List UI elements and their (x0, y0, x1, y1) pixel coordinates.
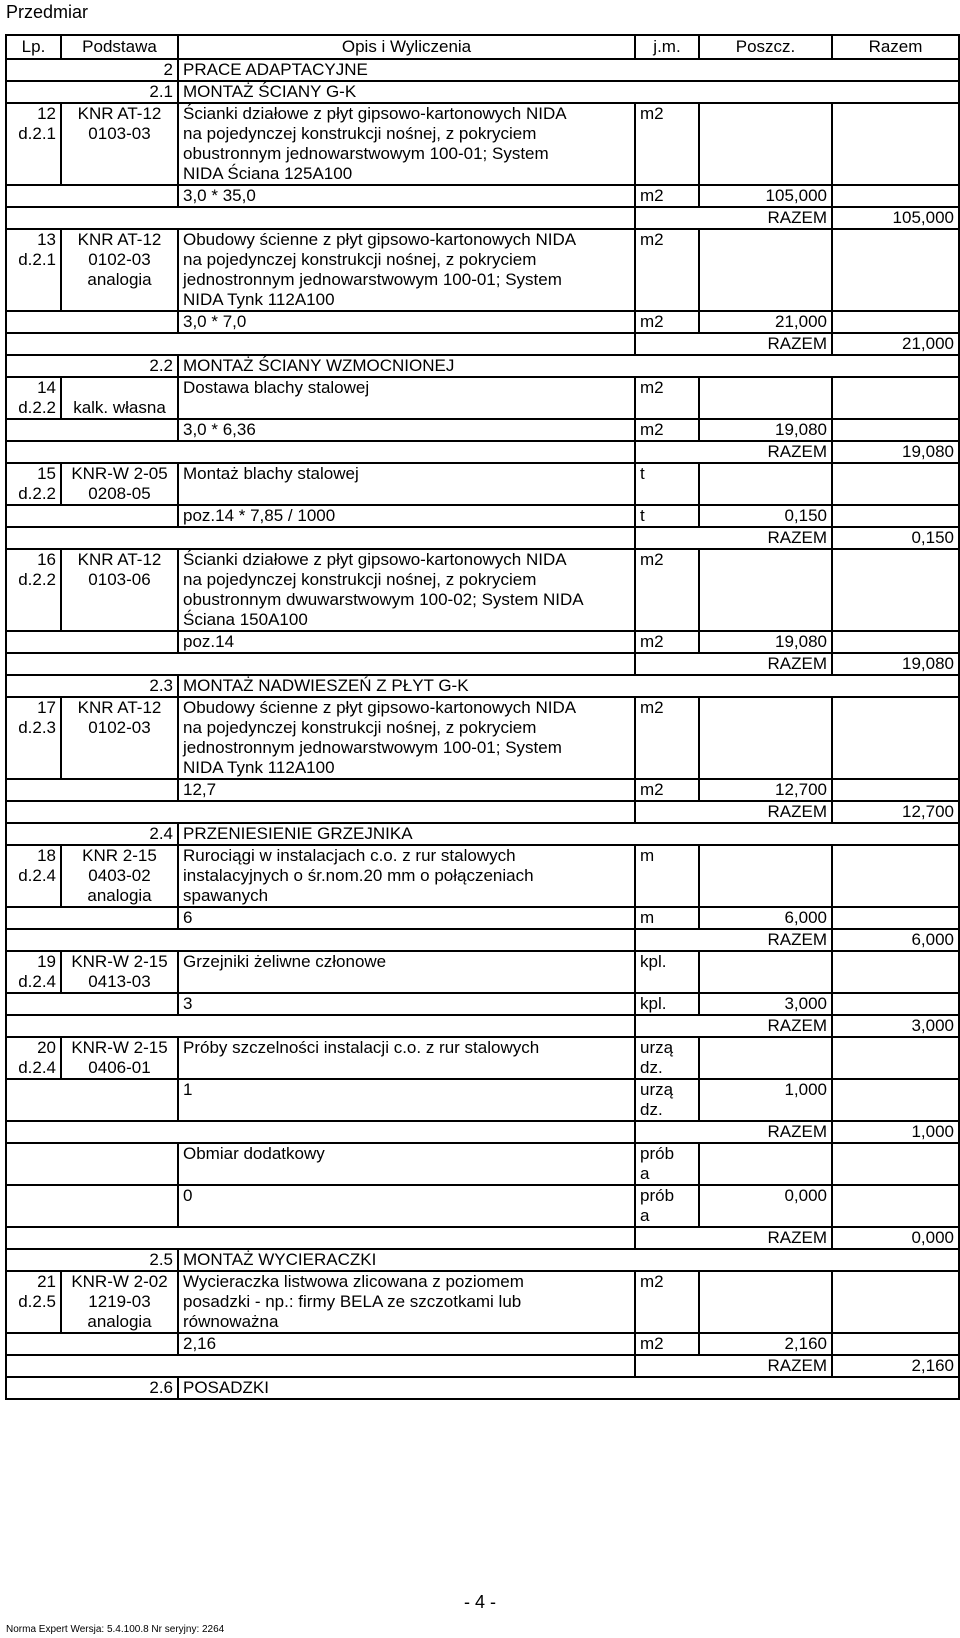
item-poszcz (699, 845, 832, 907)
item-poszcz (699, 951, 832, 993)
item-description: Ścianki działowe z płyt gipsowo-kartonowych NIDA na pojedynczej konstrukcji nośnej, z pokryciem obustronnym jednowarstwowym 100-01; System NIDA Ściana 125A100 (178, 103, 635, 185)
item-lp: 21 d.2.5 (6, 1271, 61, 1333)
razem-row (6, 1121, 959, 1143)
calc-expression: 3,0 * 35,0 (178, 185, 635, 207)
section-row (6, 1249, 959, 1271)
razem-value: 19,080 (832, 441, 959, 463)
razem-spacer (6, 441, 635, 463)
calc-razem (832, 907, 959, 929)
item-razem (832, 845, 959, 907)
razem-row (6, 801, 959, 823)
calc-spacer (6, 779, 178, 801)
razem-spacer (6, 801, 635, 823)
razem-row (6, 653, 959, 675)
item-razem (832, 951, 959, 993)
section-row (6, 1377, 959, 1399)
razem-spacer (6, 1355, 635, 1377)
item-podstawa: KNR-W 2-15 0406-01 (61, 1037, 178, 1079)
calc-spacer (6, 419, 178, 441)
razem-label: RAZEM (635, 207, 832, 229)
item-unit: m2 (635, 103, 699, 185)
item-description: Ścianki działowe z płyt gipsowo-kartonowych NIDA na pojedynczej konstrukcji nośnej, z pokryciem obustronnym dwuwarstwowym 100-02; System NIDA Ściana 150A100 (178, 549, 635, 631)
przedmiar-table (5, 34, 960, 1400)
calc-expression: 3 (178, 993, 635, 1015)
razem-label: RAZEM (635, 1121, 832, 1143)
calc-poszcz: 0,000 (699, 1185, 832, 1227)
item-lp: 12 d.2.1 (6, 103, 61, 185)
section-title: MONTAŻ WYCIERACZKI (178, 1249, 959, 1271)
calc-poszcz: 12,700 (699, 779, 832, 801)
item-row (6, 377, 959, 419)
razem-value: 12,700 (832, 801, 959, 823)
calc-poszcz: 19,080 (699, 631, 832, 653)
razem-value: 19,080 (832, 653, 959, 675)
calc-spacer (6, 1079, 178, 1121)
page-number: - 4 - (463, 1592, 496, 1612)
razem-label: RAZEM (635, 1015, 832, 1037)
item-razem (832, 1037, 959, 1079)
calc-spacer (6, 631, 178, 653)
calc-poszcz: 1,000 (699, 1079, 832, 1121)
calc-razem (832, 419, 959, 441)
section-row (6, 355, 959, 377)
razem-label: RAZEM (635, 441, 832, 463)
item-unit: m2 (635, 549, 699, 631)
calc-row (6, 185, 959, 207)
item-razem (832, 229, 959, 311)
item-podstawa: KNR AT-12 0102-03 analogia (61, 229, 178, 311)
item-row (6, 697, 959, 779)
item-lp: 18 d.2.4 (6, 845, 61, 907)
item-poszcz (699, 229, 832, 311)
item-unit: m2 (635, 229, 699, 311)
calc-expression: 12,7 (178, 779, 635, 801)
calc-expression: poz.14 (178, 631, 635, 653)
item-podstawa: KNR 2-15 0403-02 analogia (61, 845, 178, 907)
calc-unit: prób a (635, 1143, 699, 1185)
calc-unit: t (635, 505, 699, 527)
item-poszcz (699, 377, 832, 419)
item-description: Rurociągi w instalacjach c.o. z rur stalowych instalacyjnych o śr.nom.20 mm o połączeniach spawanych (178, 845, 635, 907)
calc-row (6, 993, 959, 1015)
calc-row (6, 907, 959, 929)
item-description: Obudowy ścienne z płyt gipsowo-kartonowych NIDA na pojedynczej konstrukcji nośnej, z pokryciem jednostronnym jednowarstwowym 100-01; System NIDA Tynk 112A100 (178, 697, 635, 779)
header-lp: Lp. (6, 35, 61, 59)
item-podstawa: kalk. własna (61, 377, 178, 419)
razem-row (6, 333, 959, 355)
calc-razem (832, 779, 959, 801)
razem-spacer (6, 653, 635, 675)
item-lp: 15 d.2.2 (6, 463, 61, 505)
section-lp: 2.4 (6, 823, 178, 845)
razem-row (6, 929, 959, 951)
calc-unit: m2 (635, 1333, 699, 1355)
calc-expression: 0 (178, 1185, 635, 1227)
item-lp: 14 d.2.2 (6, 377, 61, 419)
calc-expression: 3,0 * 7,0 (178, 311, 635, 333)
calc-row (6, 1185, 959, 1227)
item-description: Wycieraczka listwowa zlicowana z poziomem posadzki - np.: firmy BELA ze szczotkami lub równoważna (178, 1271, 635, 1333)
item-podstawa: KNR-W 2-02 1219-03 analogia (61, 1271, 178, 1333)
razem-value: 21,000 (832, 333, 959, 355)
razem-label: RAZEM (635, 333, 832, 355)
item-poszcz (699, 103, 832, 185)
item-unit: t (635, 463, 699, 505)
calc-razem (832, 1185, 959, 1227)
section-row (6, 81, 959, 103)
section-lp: 2.6 (6, 1377, 178, 1399)
item-row (6, 951, 959, 993)
item-razem (832, 697, 959, 779)
item-row (6, 549, 959, 631)
table-body (6, 35, 959, 1399)
razem-label: RAZEM (635, 929, 832, 951)
item-unit: m2 (635, 1271, 699, 1333)
razem-spacer (6, 1227, 635, 1249)
calc-poszcz: 6,000 (699, 907, 832, 929)
section-row (6, 823, 959, 845)
razem-value: 105,000 (832, 207, 959, 229)
razem-row (6, 1015, 959, 1037)
calc-unit: prób a (635, 1185, 699, 1227)
section-lp: 2.1 (6, 81, 178, 103)
table-header-row (6, 35, 959, 59)
calc-razem (832, 1333, 959, 1355)
razem-spacer (6, 333, 635, 355)
razem-label: RAZEM (635, 801, 832, 823)
item-podstawa: KNR AT-12 0103-03 (61, 103, 178, 185)
calc-expression: poz.14 * 7,85 / 1000 (178, 505, 635, 527)
item-lp: 20 d.2.4 (6, 1037, 61, 1079)
calc-razem (832, 1143, 959, 1185)
section-row (6, 675, 959, 697)
header-podstawa: Podstawa (61, 35, 178, 59)
razem-spacer (6, 1015, 635, 1037)
calc-spacer (6, 1333, 178, 1355)
razem-row (6, 1355, 959, 1377)
calc-row (6, 311, 959, 333)
calc-razem (832, 993, 959, 1015)
calc-expression: 1 (178, 1079, 635, 1121)
calc-row (6, 1079, 959, 1121)
calc-poszcz: 105,000 (699, 185, 832, 207)
calc-razem (832, 631, 959, 653)
razem-value: 6,000 (832, 929, 959, 951)
item-podstawa: KNR AT-12 0103-06 (61, 549, 178, 631)
calc-spacer (6, 185, 178, 207)
item-row (6, 229, 959, 311)
calc-expression: Obmiar dodatkowy (178, 1143, 635, 1185)
item-row (6, 103, 959, 185)
calc-unit: urzą dz. (635, 1079, 699, 1121)
calc-unit: m2 (635, 779, 699, 801)
calc-unit: m (635, 907, 699, 929)
calc-razem (832, 505, 959, 527)
calc-expression: 6 (178, 907, 635, 929)
section-row (6, 59, 959, 81)
item-podstawa: KNR-W 2-05 0208-05 (61, 463, 178, 505)
section-title: MONTAŻ NADWIESZEŃ Z PŁYT G-K (178, 675, 959, 697)
item-razem (832, 103, 959, 185)
razem-label: RAZEM (635, 653, 832, 675)
item-podstawa: KNR AT-12 0102-03 (61, 697, 178, 779)
item-lp: 16 d.2.2 (6, 549, 61, 631)
calc-razem (832, 311, 959, 333)
document-title: Przedmiar (6, 2, 89, 22)
calc-row (6, 631, 959, 653)
calc-spacer (6, 907, 178, 929)
item-poszcz (699, 463, 832, 505)
calc-unit: m2 (635, 185, 699, 207)
item-description: Próby szczelności instalacji c.o. z rur stalowych (178, 1037, 635, 1079)
razem-row (6, 1227, 959, 1249)
item-unit: kpl. (635, 951, 699, 993)
calc-expression: 3,0 * 6,36 (178, 419, 635, 441)
razem-spacer (6, 207, 635, 229)
calc-spacer (6, 1143, 178, 1185)
calc-row (6, 505, 959, 527)
calc-unit: m2 (635, 631, 699, 653)
section-lp: 2.3 (6, 675, 178, 697)
item-row (6, 1037, 959, 1079)
razem-value: 3,000 (832, 1015, 959, 1037)
item-description: Dostawa blachy stalowej (178, 377, 635, 419)
calc-poszcz: 21,000 (699, 311, 832, 333)
calc-unit: kpl. (635, 993, 699, 1015)
item-lp: 13 d.2.1 (6, 229, 61, 311)
calc-poszcz: 19,080 (699, 419, 832, 441)
calc-razem (832, 185, 959, 207)
razem-row (6, 207, 959, 229)
software-info: Norma Expert Wersja: 5.4.100.8 Nr seryjny: 2264 (6, 1624, 225, 1635)
item-razem (832, 549, 959, 631)
razem-value: 2,160 (832, 1355, 959, 1377)
calc-row (6, 779, 959, 801)
razem-label: RAZEM (635, 1227, 832, 1249)
item-unit: m2 (635, 697, 699, 779)
item-poszcz (699, 549, 832, 631)
item-razem (832, 1271, 959, 1333)
calc-poszcz (699, 1143, 832, 1185)
calc-poszcz: 0,150 (699, 505, 832, 527)
section-lp: 2 (6, 59, 178, 81)
section-title: POSADZKI (178, 1377, 959, 1399)
section-title: PRZENIESIENIE GRZEJNIKA (178, 823, 959, 845)
item-row (6, 1271, 959, 1333)
calc-poszcz: 2,160 (699, 1333, 832, 1355)
razem-spacer (6, 929, 635, 951)
calc-poszcz: 3,000 (699, 993, 832, 1015)
item-unit: m2 (635, 377, 699, 419)
item-description: Grzejniki żeliwne członowe (178, 951, 635, 993)
item-unit: m (635, 845, 699, 907)
razem-value: 0,150 (832, 527, 959, 549)
razem-label: RAZEM (635, 1355, 832, 1377)
calc-spacer (6, 311, 178, 333)
section-lp: 2.2 (6, 355, 178, 377)
calc-spacer (6, 1185, 178, 1227)
razem-value: 0,000 (832, 1227, 959, 1249)
calc-spacer (6, 993, 178, 1015)
item-lp: 19 d.2.4 (6, 951, 61, 993)
calc-spacer (6, 505, 178, 527)
calc-row (6, 419, 959, 441)
section-title: PRACE ADAPTACYJNE (178, 59, 959, 81)
section-title: MONTAŻ ŚCIANY G-K (178, 81, 959, 103)
item-razem (832, 463, 959, 505)
razem-spacer (6, 527, 635, 549)
item-razem (832, 377, 959, 419)
item-lp: 17 d.2.3 (6, 697, 61, 779)
razem-row (6, 527, 959, 549)
item-poszcz (699, 1037, 832, 1079)
razem-label: RAZEM (635, 527, 832, 549)
item-row (6, 845, 959, 907)
item-description: Montaż blachy stalowej (178, 463, 635, 505)
item-description: Obudowy ścienne z płyt gipsowo-kartonowych NIDA na pojedynczej konstrukcji nośnej, z pokryciem jednostronnym jednowarstwowym 100-01; System NIDA Tynk 112A100 (178, 229, 635, 311)
calc-unit: m2 (635, 311, 699, 333)
calc-unit: m2 (635, 419, 699, 441)
section-lp: 2.5 (6, 1249, 178, 1271)
item-poszcz (699, 1271, 832, 1333)
header-jm: j.m. (635, 35, 699, 59)
item-unit: urzą dz. (635, 1037, 699, 1079)
razem-value: 1,000 (832, 1121, 959, 1143)
calc-row (6, 1143, 959, 1185)
calc-expression: 2,16 (178, 1333, 635, 1355)
calc-razem (832, 1079, 959, 1121)
header-razem: Razem (832, 35, 959, 59)
item-poszcz (699, 697, 832, 779)
header-poszcz: Poszcz. (699, 35, 832, 59)
section-title: MONTAŻ ŚCIANY WZMOCNIONEJ (178, 355, 959, 377)
razem-spacer (6, 1121, 635, 1143)
calc-row (6, 1333, 959, 1355)
razem-row (6, 441, 959, 463)
item-row (6, 463, 959, 505)
header-opis: Opis i Wyliczenia (178, 35, 635, 59)
item-podstawa: KNR-W 2-15 0413-03 (61, 951, 178, 993)
